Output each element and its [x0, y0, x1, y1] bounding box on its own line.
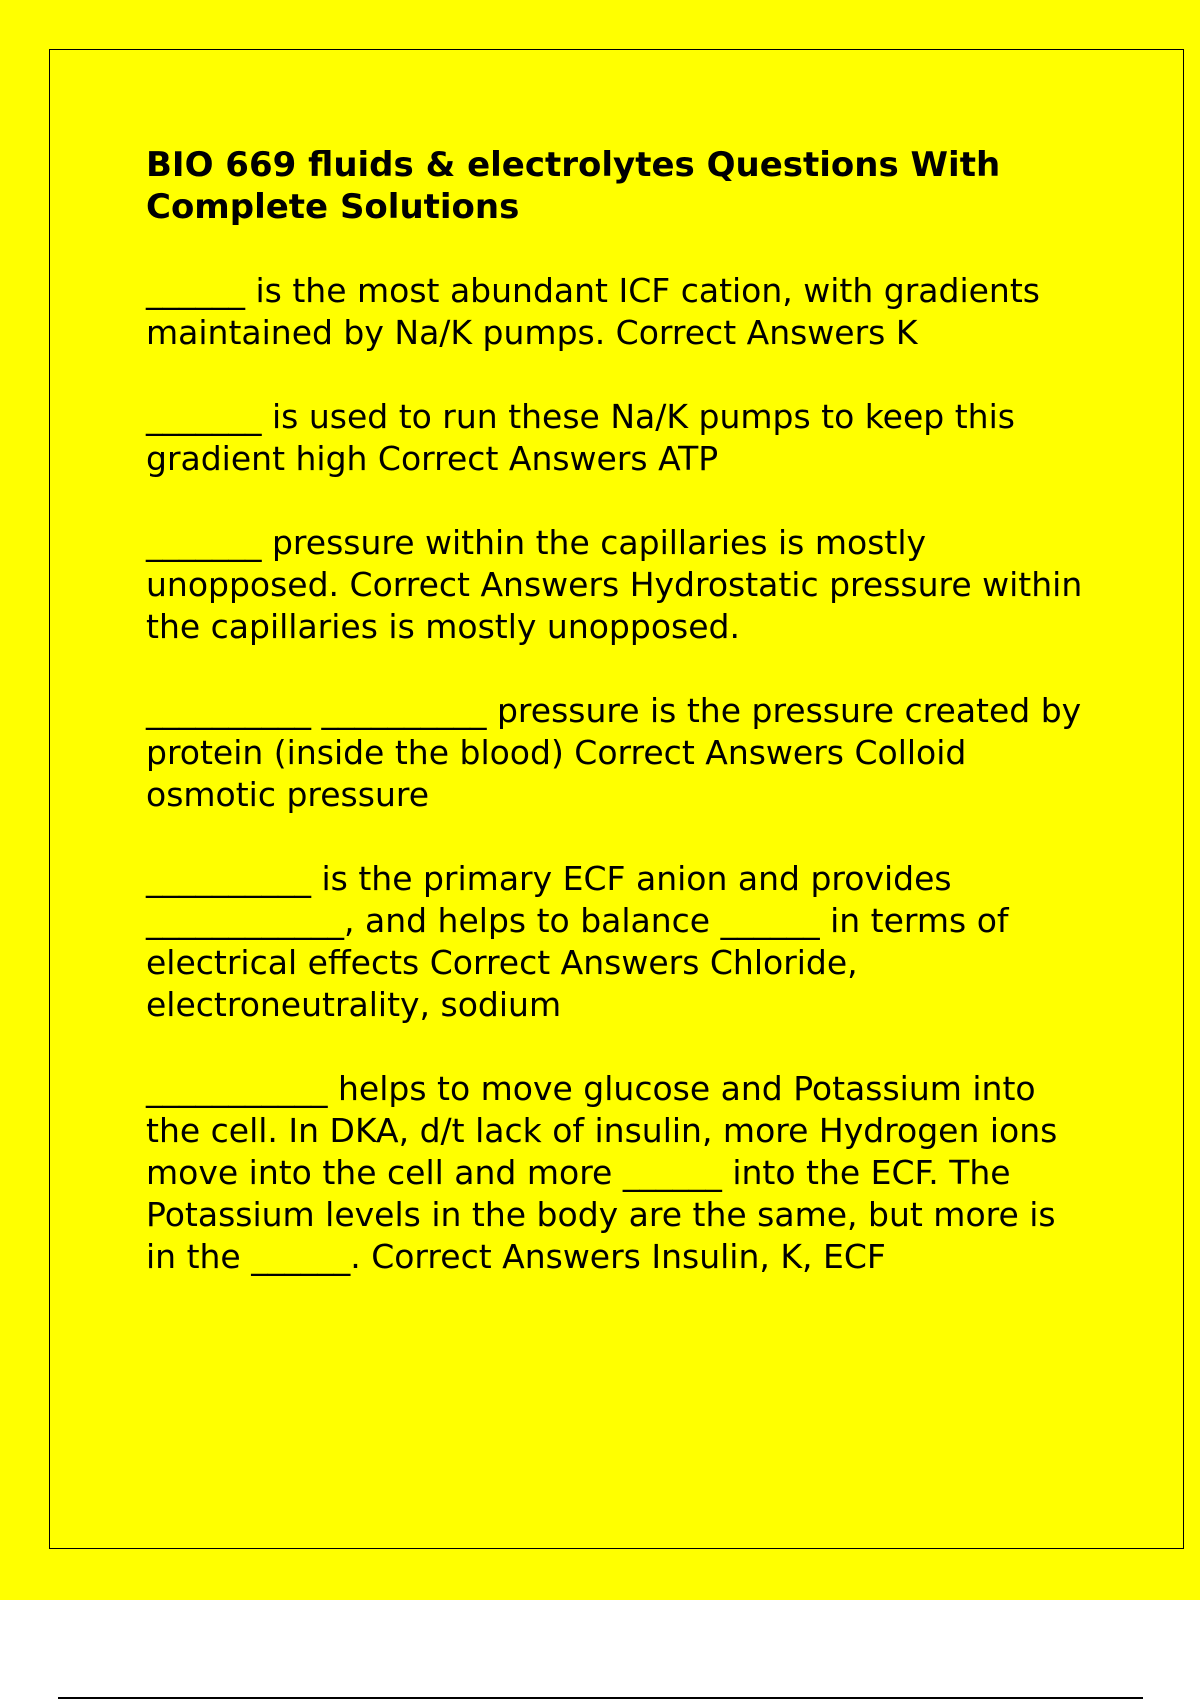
question-answer-6: ___________ helps to move glucose and Potassium into the cell. In DKA, d/t lack of insulin, more Hydrogen ions move into the cell and more ______ into the ECF. The Potassium levels in the body are the same, but more is in the ______. Correct Answers Insulin, K, ECF	[146, 1069, 1058, 1276]
question-answer-1: ______ is the most abundant ICF cation, with gradients maintained by Na/K pumps. Correct Answers K	[146, 271, 1040, 352]
question-answer-2: _______ is used to run these Na/K pumps to keep this gradient high Correct Answers ATP	[146, 397, 1015, 478]
document-body	[146, 144, 1086, 1320]
footer-divider	[58, 1697, 1143, 1699]
document-title: BIO 669 fluids & electrolytes Questions With Complete Solutions	[146, 145, 1001, 227]
question-answer-5: __________ is the primary ECF anion and provides ____________, and helps to balance ______ in terms of electrical effects Correct Answers Chloride, electroneutrality, sodium	[146, 859, 1009, 1024]
question-answer-4: __________ __________ pressure is the pressure created by protein (inside the blood) Correct Answers Colloid osmotic pressure	[146, 691, 1082, 814]
question-answer-3: _______ pressure within the capillaries is mostly unopposed. Correct Answers Hydrostatic pressure within the capillaries is mostly unopposed.	[146, 523, 1083, 646]
